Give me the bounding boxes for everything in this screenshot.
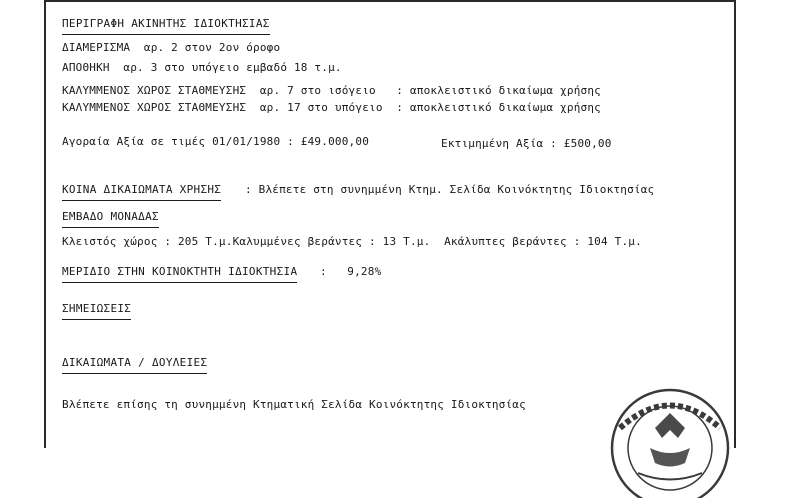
- market-value-line: Αγοραία Αξία σε τιμές 01/01/1980 : £49.000,00: [62, 135, 370, 148]
- unit-area-heading: ΕΜΒΑΔΟ ΜΟΝΑΔΑΣ: [62, 210, 159, 228]
- rights-easements-heading: ΔΙΚΑΙΩΜΑΤΑ / ΔΟΥΛΕΙΕΣ: [62, 356, 207, 374]
- common-rights-text: : Βλέπετε στη συνημμένη Κτημ. Σελίδα Κοινόκτητης Ιδιοκτησίας: [245, 183, 655, 196]
- estimated-value-line: Εκτιμημένη Αξία : £500,00: [441, 137, 612, 150]
- property-description-heading: ΠΕΡΙΓΡΑΦΗ ΑΚΙΝΗΤΗΣ ΙΔΙΟΚΤΗΣΙΑΣ: [62, 17, 270, 35]
- rights-easements-text: Βλέπετε επίσης τη συνημμένη Κτηματική Σελίδα Κοινόκτητης Ιδιοκτησίας: [62, 398, 526, 411]
- parking-line-1: ΚΑΛΥΜΜΕΝΟΣ ΧΩΡΟΣ ΣΤΑΘΜΕΥΣΗΣ αρ. 7 στο ισόγειο : αποκλειστικό δικαίωμα χρήσης: [62, 84, 601, 97]
- page-border-top: [44, 0, 736, 2]
- parking-line-2: ΚΑΛΥΜΜΕΝΟΣ ΧΩΡΟΣ ΣΤΑΘΜΕΥΣΗΣ αρ. 17 στο υπόγειο : αποκλειστικό δικαίωμα χρήσης: [62, 101, 601, 114]
- page-border-left: [44, 0, 46, 448]
- share-value: : 9,28%: [320, 265, 382, 278]
- official-stamp-seal: [560, 378, 790, 498]
- storage-line: ΑΠΟΘΗΚΗ αρ. 3 στο υπόγειο εμβαδό 18 τ.μ.: [62, 61, 342, 74]
- unit-area-text: Κλειστός χώρος : 205 Τ.μ.Καλυμμένες βεράντες : 13 Τ.μ. Ακάλυπτες βεράντες : 104 Τ.μ.: [62, 235, 642, 248]
- notes-heading: ΣΗΜΕΙΩΣΕΙΣ: [62, 302, 131, 320]
- apartment-line: ΔΙΑΜΕΡΙΣΜΑ αρ. 2 στον 2ον όροφο: [62, 41, 281, 54]
- share-heading: ΜΕΡΙΔΙΟ ΣΤΗΝ ΚΟΙΝΟΚΤΗΤΗ ΙΔΙΟΚΤΗΣΙΑ: [62, 265, 297, 283]
- common-rights-heading: ΚΟΙΝΑ ΔΙΚΑΙΩΜΑΤΑ ΧΡΗΣΗΣ: [62, 183, 221, 201]
